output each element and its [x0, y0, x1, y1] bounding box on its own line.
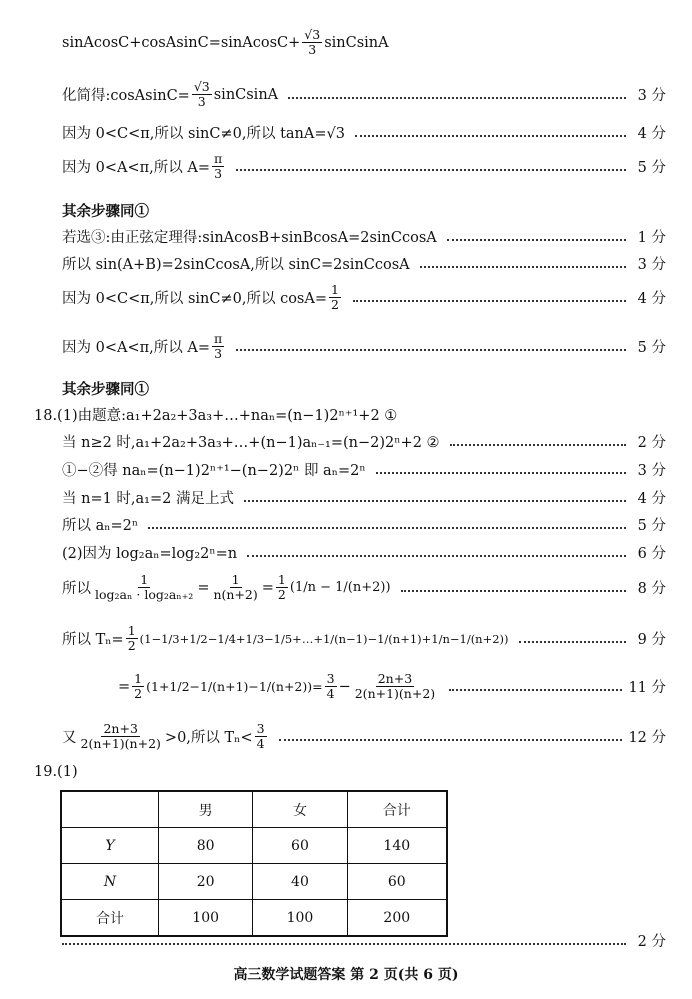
step-text: 因为 0<C<π,所以 sinC≠0,所以 tanA=√3 — [62, 126, 345, 142]
header-cell: 合计 — [347, 791, 447, 828]
step-text: 19.(1) — [34, 764, 78, 780]
table-cell: 100 — [159, 900, 253, 937]
equation-text: sinAcosC+cosAsinC=sinAcosC+ — [62, 34, 301, 51]
score: 3 分 — [637, 88, 666, 105]
leader-dots — [376, 472, 626, 474]
fraction: $\frac{1}{2}$ — [127, 623, 136, 654]
problem-18-header — [34, 404, 666, 425]
fraction: $\frac{1}{2}$ — [134, 671, 143, 702]
table-cell: 20 — [159, 864, 253, 900]
step-line — [62, 930, 666, 951]
score: 5 分 — [637, 340, 666, 357]
fraction: $\frac{2n+3}{2(n+1)(n+2)}$ — [354, 671, 436, 702]
leader-dots — [247, 555, 626, 557]
step-text: 当 n≥2 时,a₁+2a₂+3a₃+…+(n−1)aₙ₋₁=(n−2)2ⁿ+2 ② — [62, 435, 440, 451]
score: 3 分 — [637, 463, 666, 479]
equals-sign: = — [261, 579, 274, 596]
score: 8 分 — [637, 581, 666, 598]
fraction: $\frac{2n+3}{2(n+1)(n+2)}$ — [80, 721, 161, 752]
leader-dots — [148, 527, 626, 529]
step-line — [62, 332, 666, 362]
header-cell: 男 — [159, 791, 253, 828]
step-tail: (1/n − 1/(n+2)) — [289, 580, 391, 596]
step-tail: (1−1/3+1/2−1/4+1/3−1/5+…+1/(n−1)−1/(n+1)+1/n−1/(n+2)) — [139, 631, 509, 646]
leader-dots — [236, 349, 626, 351]
equation-line — [62, 28, 666, 58]
header-cell: 女 — [253, 791, 347, 828]
step-line — [62, 514, 666, 535]
step-text: ①−②得 naₙ=(n−1)2ⁿ⁺¹−(n−2)2ⁿ 即 aₙ=2ⁿ — [62, 463, 366, 479]
step-text: 因为 0<A<π,所以 A= — [62, 340, 210, 357]
leader-dots — [519, 641, 626, 643]
row-label: 合计 — [61, 900, 159, 937]
step-text: = — [118, 678, 131, 695]
step-mid: (1+1/2−1/(n+1)−1/(n+2))= — [146, 679, 323, 695]
leader-dots — [236, 169, 626, 171]
page-footer: 高三数学试题答案 第 2 页(共 6 页) — [233, 967, 459, 983]
step-line — [62, 542, 666, 563]
fraction: $\frac{1}{n(n+2)}$ — [213, 572, 258, 603]
step-line — [118, 672, 666, 702]
note-text: 其余步骤同① — [62, 203, 149, 220]
step-text: 若选③:由正弦定理得:sinAcosB+sinBcosA=2sinCcosA — [62, 230, 437, 246]
step-line — [62, 253, 666, 274]
score: 4 分 — [637, 291, 666, 308]
table-cell: 40 — [253, 864, 347, 900]
step-line — [62, 459, 666, 480]
step-line — [62, 487, 666, 508]
score: 4 分 — [637, 491, 666, 507]
score: 5 分 — [637, 518, 666, 534]
note-text: 其余步骤同① — [62, 381, 149, 398]
step-text: (2)因为 log₂aₙ=log₂2ⁿ=n — [62, 546, 238, 562]
fraction: $\frac{1}{2}$ — [277, 572, 286, 603]
step-line — [62, 573, 666, 603]
section-note — [62, 378, 666, 399]
minus-sign: − — [338, 678, 351, 695]
equals-sign: = — [197, 579, 210, 596]
step-line — [62, 226, 666, 247]
table-header-row — [61, 791, 447, 828]
score: 3 分 — [637, 257, 666, 273]
equation-tail: sinCsinA — [324, 34, 389, 51]
step-mid: >0,所以 Tₙ< — [164, 730, 253, 747]
leader-dots — [401, 590, 626, 592]
table-row — [61, 828, 447, 864]
step-text: 18.(1)由题意:a₁+2a₂+3a₃+…+naₙ=(n−1)2ⁿ⁺¹+2 ① — [34, 408, 398, 424]
table-row — [61, 864, 447, 900]
score: 1 分 — [637, 230, 666, 246]
score: 2 分 — [637, 934, 666, 950]
step-line — [62, 431, 666, 452]
score: 4 分 — [637, 126, 666, 142]
table-cell: 60 — [253, 828, 347, 864]
step-text: 当 n=1 时,a₁=2 满足上式 — [62, 491, 234, 507]
table-cell: 80 — [159, 828, 253, 864]
contingency-table — [60, 790, 448, 937]
table-cell: 140 — [347, 828, 447, 864]
step-text: 化简得:cosAsinC= — [62, 88, 190, 105]
step-line — [62, 722, 666, 752]
score: 11 分 — [628, 680, 666, 697]
header-cell — [61, 791, 159, 828]
step-text: 又 — [62, 730, 77, 747]
score: 6 分 — [637, 546, 666, 562]
score: 12 分 — [628, 730, 666, 747]
step-line — [62, 80, 666, 110]
step-text: 所以 sin(A+B)=2sinCcosA,所以 sinC=2sinCcosA — [62, 257, 410, 273]
score: 2 分 — [637, 435, 666, 451]
leader-dots — [279, 739, 623, 741]
step-text: 因为 0<C<π,所以 sinC≠0,所以 cosA= — [62, 291, 327, 308]
fraction: $\frac{3}{4}$ — [326, 671, 335, 702]
problem-19-header — [34, 764, 666, 780]
fraction: $\frac{1}{2}$ — [331, 282, 339, 313]
score: 5 分 — [637, 160, 666, 177]
score: 9 分 — [637, 632, 666, 649]
table-cell: 200 — [347, 900, 447, 937]
step-line — [62, 122, 666, 143]
fraction: $\frac{\pi}{3}$ — [213, 151, 223, 182]
leader-dots — [353, 300, 626, 302]
leader-dots — [288, 97, 626, 99]
row-label: N — [61, 864, 159, 900]
step-tail: sinCsinA — [213, 86, 279, 103]
step-line — [62, 624, 666, 654]
leader-dots — [420, 266, 626, 268]
step-line — [62, 152, 666, 182]
step-text: 所以 Tₙ= — [62, 632, 124, 649]
row-label: Y — [61, 828, 159, 864]
leader-dots — [449, 689, 622, 691]
step-text: 所以 — [62, 581, 91, 598]
fraction: $\frac{1}{\text{log₂aₙ · log₂aₙ₊₂}}$ — [95, 572, 194, 603]
leader-dots — [355, 135, 626, 137]
section-note — [62, 200, 666, 221]
fraction: $\frac{√3}{3}$ — [304, 27, 321, 58]
step-line — [62, 283, 666, 313]
step-text: 因为 0<A<π,所以 A= — [62, 160, 210, 177]
table-cell: 60 — [347, 864, 447, 900]
fraction: $\frac{√3}{3}$ — [193, 79, 210, 110]
leader-dots — [62, 943, 626, 945]
leader-dots — [244, 500, 626, 502]
fraction: $\frac{\pi}{3}$ — [213, 331, 223, 362]
table-cell: 100 — [253, 900, 347, 937]
leader-dots — [450, 444, 626, 446]
step-text: 所以 aₙ=2ⁿ — [62, 518, 139, 534]
fraction: $\frac{3}{4}$ — [256, 721, 265, 752]
leader-dots — [447, 239, 626, 241]
